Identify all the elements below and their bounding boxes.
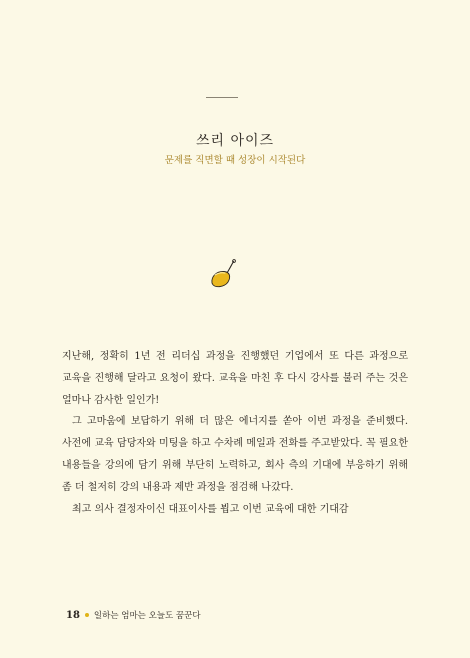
body-paragraph: 그 고마움에 보답하기 위해 더 많은 에너지를 쏟아 이번 과정을 준비했다. 사전에 교육 담당자와 미팅을 하고 수차례 메일과 전화를 주고받았다. 꼭 필요한 내용들을 강의에 담기 위해 부단히 노력하고, 회사 측의 기대에 부응하기 위해 좀 더 철저히 강의 내용과 제반 과정을 점검해 나갔다. — [62, 416, 408, 493]
page-footer — [66, 609, 201, 621]
page-number: 18 — [66, 609, 80, 621]
chapter-subtitle: 문제를 직면할 때 성장이 시작된다 — [164, 155, 306, 166]
running-title: 일하는 엄마는 오늘도 꿈꾼다 — [93, 611, 201, 621]
ladle-icon — [206, 258, 240, 292]
body-paragraph: 최고 의사 결정자이신 대표이사를 뵙고 이번 교육에 대한 기대감 — [72, 503, 349, 515]
body-paragraph: 지난해, 정확히 1년 전 리더십 과정을 진행했던 기업에서 또 다른 과정으로 교육을 진행해 달라고 요청이 왔다. 교육을 마친 후 다시 강사를 불러 주는 것은 얼마나 감사한 일인가! — [62, 351, 408, 406]
body-text — [62, 346, 408, 520]
bullet-dot-icon — [85, 613, 89, 617]
top-rule-divider — [206, 97, 238, 98]
chapter-title: 쓰리 아이즈 — [195, 133, 275, 149]
